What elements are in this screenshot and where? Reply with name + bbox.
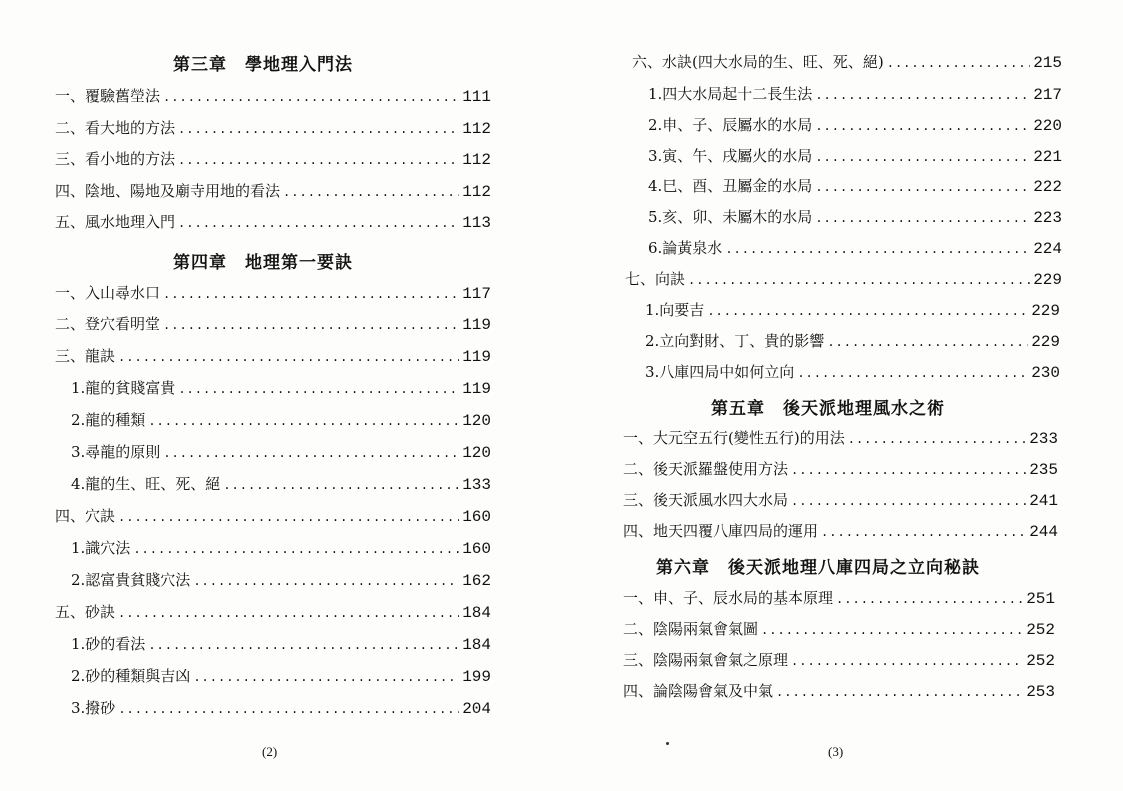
leader-dots xyxy=(178,146,459,174)
leader-dots xyxy=(163,280,459,308)
leader-dots xyxy=(163,83,459,111)
toc-entry-label: 3.尋龍的原則 xyxy=(71,443,161,461)
toc-entry[interactable] xyxy=(625,265,1062,293)
toc-entry-page: 251 xyxy=(1026,590,1055,608)
toc-entry-label: 四、地天四覆八庫四局的運用 xyxy=(623,522,819,540)
toc-entry-label: 2.申、子、辰屬水的水局 xyxy=(648,116,813,134)
toc-entry-page: 252 xyxy=(1026,652,1055,670)
leader-dots xyxy=(836,585,1023,613)
toc-entry-label: 3.八庫四局中如何立向 xyxy=(645,363,795,381)
toc-entry-label: 三、後天派風水四大水局 xyxy=(623,491,789,509)
toc-entry-label: 2.立向對財、丁、貴的影響 xyxy=(645,332,825,350)
toc-entry-label: 一、大元空五行(變性五行)的用法 xyxy=(623,429,845,447)
toc-entry-page: 119 xyxy=(462,380,491,398)
leader-dots xyxy=(815,204,1030,232)
toc-entry-page: 160 xyxy=(462,540,491,558)
toc-entry[interactable] xyxy=(55,145,491,173)
leader-dots xyxy=(791,487,1026,515)
toc-entry[interactable] xyxy=(623,424,1058,452)
toc-entry[interactable] xyxy=(632,48,1062,76)
toc-entry[interactable] xyxy=(623,615,1055,643)
toc-entry[interactable] xyxy=(623,584,1055,612)
leader-dots xyxy=(163,439,459,467)
toc-entry-page: 184 xyxy=(462,604,491,622)
toc-entry-label: 六、水訣(四大水局的生、旺、死、絕) xyxy=(632,53,884,71)
toc-entry[interactable] xyxy=(645,358,1060,386)
toc-entry[interactable] xyxy=(55,502,491,530)
toc-entry-label: 5.亥、卯、未屬木的水局 xyxy=(648,208,813,226)
toc-entry-label: 2.砂的種類與吉凶 xyxy=(71,667,191,685)
toc-entry-label: 七、向訣 xyxy=(625,270,686,288)
toc-entry[interactable] xyxy=(623,646,1055,674)
scan-speck xyxy=(666,742,669,745)
toc-entry[interactable] xyxy=(648,142,1062,170)
toc-entry-page: 111 xyxy=(462,88,491,106)
toc-entry-label: 五、風水地理入門 xyxy=(55,213,176,231)
toc-entry[interactable] xyxy=(55,177,491,205)
leader-dots xyxy=(848,425,1026,453)
leader-dots xyxy=(178,375,459,403)
toc-entry[interactable] xyxy=(623,517,1058,545)
toc-entry-page: 220 xyxy=(1033,117,1062,135)
toc-entry-label: 二、後天派羅盤使用方法 xyxy=(623,460,789,478)
toc-entry[interactable] xyxy=(55,598,491,626)
toc-entry-page: 120 xyxy=(462,444,491,462)
toc-entry[interactable] xyxy=(71,470,491,498)
toc-entry-page: 119 xyxy=(462,316,491,334)
toc-entry-label: 1.識穴法 xyxy=(71,539,131,557)
leader-dots xyxy=(815,173,1030,201)
toc-entry-label: 一、覆驗舊塋法 xyxy=(55,87,161,105)
toc-entry-label: 一、入山尋水口 xyxy=(55,284,161,302)
leader-dots xyxy=(815,143,1030,171)
leader-dots xyxy=(178,115,459,143)
toc-entry-page: 229 xyxy=(1033,271,1062,289)
leader-dots xyxy=(821,518,1026,546)
leader-dots xyxy=(193,567,459,595)
toc-entry[interactable] xyxy=(55,279,491,307)
toc-entry-page: 223 xyxy=(1033,209,1062,227)
page-number: (3) xyxy=(828,744,844,759)
toc-entry-label: 四、穴訣 xyxy=(55,507,116,525)
toc-entry[interactable] xyxy=(71,694,491,722)
toc-entry-label: 三、陰陽兩氣會氣之原理 xyxy=(623,651,789,669)
toc-entry[interactable] xyxy=(648,111,1062,139)
toc-entry-label: 2.龍的種類 xyxy=(71,411,146,429)
leader-dots xyxy=(815,112,1030,140)
toc-entry-page: 133 xyxy=(462,476,491,494)
toc-entry[interactable] xyxy=(71,374,491,402)
leader-dots xyxy=(118,503,459,531)
left-page xyxy=(0,0,560,791)
leader-dots xyxy=(797,359,1028,387)
toc-entry-page: 199 xyxy=(462,668,491,686)
toc-entry-page: 241 xyxy=(1029,492,1058,510)
leader-dots xyxy=(118,343,459,371)
toc-entry-page: 230 xyxy=(1031,364,1060,382)
toc-entry-label: 4.龍的生、旺、死、絕 xyxy=(71,475,221,493)
toc-entry[interactable] xyxy=(623,677,1055,705)
toc-entry-label: 1.砂的看法 xyxy=(71,635,146,653)
toc-entry-label: 1.向要吉 xyxy=(645,301,705,319)
page-number: (2) xyxy=(262,744,278,759)
toc-entry[interactable] xyxy=(71,438,491,466)
toc-entry[interactable] xyxy=(71,630,491,658)
leader-dots xyxy=(118,695,459,723)
toc-entry[interactable] xyxy=(55,114,491,142)
toc-entry-label: 四、論陰陽會氣及中氣 xyxy=(623,682,774,700)
leader-dots xyxy=(776,678,1023,706)
toc-entry-label: 二、登穴看明堂 xyxy=(55,315,161,333)
leader-dots xyxy=(791,456,1026,484)
leader-dots xyxy=(815,81,1030,109)
toc-entry-label: 二、看大地的方法 xyxy=(55,119,176,137)
toc-entry-page: 229 xyxy=(1031,333,1060,351)
toc-entry-page: 162 xyxy=(462,572,491,590)
toc-entry-label: 一、申、子、辰水局的基本原理 xyxy=(623,589,834,607)
chapter-4-title: 第四章 地理第一要訣 xyxy=(173,253,353,273)
leader-dots xyxy=(791,647,1023,675)
toc-entry-label: 三、龍訣 xyxy=(55,347,116,365)
leader-dots xyxy=(118,599,459,627)
chapter-3-title: 第三章 學地理入門法 xyxy=(173,55,353,75)
right-page xyxy=(563,0,1123,791)
toc-entry[interactable] xyxy=(71,534,491,562)
toc-entry-page: 253 xyxy=(1026,683,1055,701)
toc-entry[interactable] xyxy=(71,406,491,434)
leader-dots xyxy=(148,407,459,435)
toc-entry-label: 3.寅、午、戌屬火的水局 xyxy=(648,147,813,165)
leader-dots xyxy=(163,311,459,339)
toc-entry-page: 222 xyxy=(1033,178,1062,196)
toc-entry[interactable] xyxy=(623,486,1058,514)
toc-entry-page: 215 xyxy=(1033,54,1062,72)
toc-entry-label: 6.論黃泉水 xyxy=(648,239,723,257)
toc-entry[interactable] xyxy=(55,208,491,236)
toc-entry-label: 五、砂訣 xyxy=(55,603,116,621)
toc-entry[interactable] xyxy=(645,296,1060,324)
toc-entry-label: 二、陰陽兩氣會氣圖 xyxy=(623,620,759,638)
leader-dots xyxy=(761,616,1023,644)
leader-dots xyxy=(148,631,459,659)
toc-entry-page: 229 xyxy=(1031,302,1060,320)
toc-entry[interactable] xyxy=(71,566,491,594)
toc-entry-page: 184 xyxy=(462,636,491,654)
toc-entry[interactable] xyxy=(645,327,1060,355)
toc-entry-label: 四、陰地、陽地及廟寺用地的看法 xyxy=(55,182,281,200)
toc-entry[interactable] xyxy=(648,234,1062,262)
toc-entry[interactable] xyxy=(55,342,491,370)
chapter-6-title: 第六章 後天派地理八庫四局之立向秘訣 xyxy=(656,558,980,578)
toc-entry[interactable] xyxy=(623,455,1058,483)
toc-entry-page: 120 xyxy=(462,412,491,430)
toc-entry-page: 221 xyxy=(1033,148,1062,166)
leader-dots xyxy=(178,209,459,237)
toc-entry-page: 204 xyxy=(462,700,491,718)
toc-entry-page: 244 xyxy=(1029,523,1058,541)
toc-entry[interactable] xyxy=(55,310,491,338)
toc-entry-page: 113 xyxy=(462,214,491,232)
toc-entry[interactable] xyxy=(71,662,491,690)
toc-entry-page: 112 xyxy=(462,183,491,201)
toc-entry-page: 112 xyxy=(462,120,491,138)
leader-dots xyxy=(827,328,1028,356)
leader-dots xyxy=(887,49,1030,77)
toc-entry-label: 2.認富貴貧賤穴法 xyxy=(71,571,191,589)
toc-entry-page: 112 xyxy=(462,151,491,169)
toc-entry-page: 217 xyxy=(1033,86,1062,104)
toc-entry[interactable] xyxy=(648,80,1062,108)
toc-entry-page: 117 xyxy=(462,285,491,303)
toc-entry-page: 160 xyxy=(462,508,491,526)
chapter-5-title: 第五章 後天派地理風水之術 xyxy=(711,399,945,419)
toc-entry[interactable] xyxy=(55,82,491,110)
toc-entry-page: 235 xyxy=(1029,461,1058,479)
toc-entry-label: 4.巳、酉、丑屬金的水局 xyxy=(648,177,813,195)
leader-dots xyxy=(688,266,1030,294)
toc-entry-label: 1.龍的貧賤富貴 xyxy=(71,379,176,397)
leader-dots xyxy=(283,178,459,206)
leader-dots xyxy=(193,663,459,691)
leader-dots xyxy=(725,235,1030,263)
toc-entry[interactable] xyxy=(648,203,1062,231)
toc-entry-label: 三、看小地的方法 xyxy=(55,150,176,168)
toc-entry[interactable] xyxy=(648,172,1062,200)
leader-dots xyxy=(133,535,459,563)
toc-entry-page: 119 xyxy=(462,348,491,366)
toc-entry-label: 1.四大水局起十二長生法 xyxy=(648,85,813,103)
toc-entry-page: 252 xyxy=(1026,621,1055,639)
toc-entry-page: 233 xyxy=(1029,430,1058,448)
toc-entry-page: 224 xyxy=(1033,240,1062,258)
leader-dots xyxy=(707,297,1028,325)
leader-dots xyxy=(223,471,459,499)
toc-entry-label: 3.撥砂 xyxy=(71,699,116,717)
